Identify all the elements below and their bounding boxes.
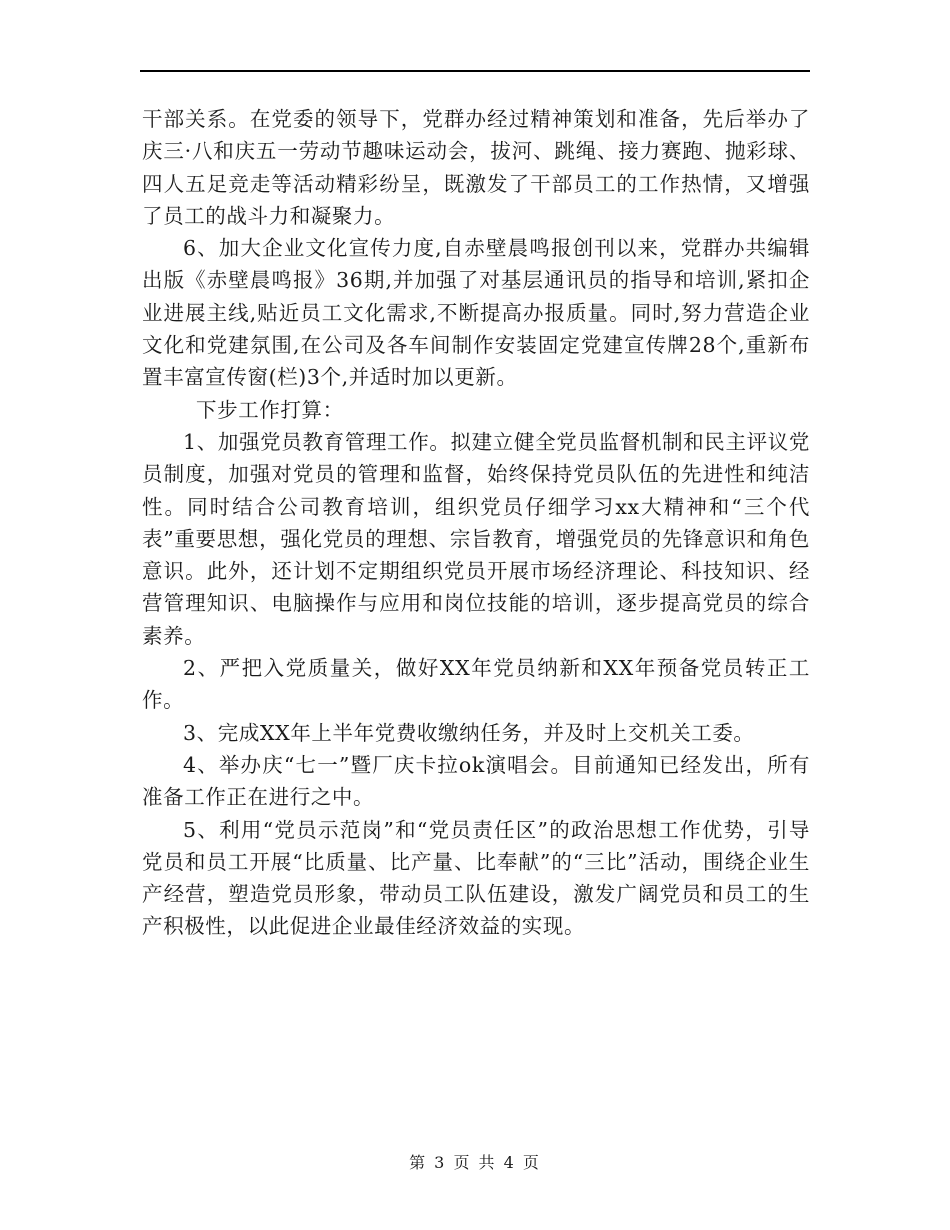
plan-item-3: 3、完成XX年上半年党费收缴纳任务，并及时上交机关工委。 bbox=[183, 720, 755, 745]
paragraph-continuation: 干部关系。在党委的领导下，党群办经过精神策划和准备，先后举办了庆三·八和庆五一劳动节趣味运动会，拔河、跳绳、接力赛跑、抛彩球、四人五足竞走等活动精彩纷呈，既激发了干部员工的工作热情，又增强了员工的战斗力和凝聚力。 bbox=[142, 107, 810, 228]
paragraph-item-6: 6、加大企业文化宣传力度,自赤壁晨鸣报创刊以来，党群办共编辑出版《赤壁晨鸣报》36期,并加强了对基层通讯员的指导和培训,紧扣企业进展主线,贴近员工文化需求,不断提高办报质量。同时,努力营造企业文化和党建氛围,在公司及各车间制作安装固定党建宣传牌28个,重新布置丰富宣传窗(栏)3个,并适时加以更新。 bbox=[142, 236, 810, 390]
plan-item-1: 1、加强党员教育管理工作。拟建立健全党员监督机制和民主评议党员制度，加强对党员的管理和监督，始终保持党员队伍的先进性和纯洁性。同时结合公司教育培训，组织党员仔细学习xx大精神和“三个代表”重要思想，强化党员的理想、宗旨教育，增强党员的先锋意识和角色意识。此外，还计划不定期组织党员开展市场经济理论、科技知识、经营管理知识、电脑操作与应用和岗位技能的培训，逐步提高党员的综合素养。 bbox=[142, 429, 810, 648]
header-rule bbox=[140, 70, 810, 72]
plan-item-2: 2、严把入党质量关，做好XX年党员纳新和XX年预备党员转正工作。 bbox=[142, 656, 810, 713]
document-body bbox=[142, 103, 810, 943]
page-number-footer: 第 3 页 共 4 页 bbox=[409, 1153, 541, 1172]
section-heading: 下步工作打算： bbox=[196, 397, 344, 422]
plan-item-4: 4、举办庆“七一”暨厂庆卡拉ok演唱会。目前通知已经发出，所有准备工作正在进行之中。 bbox=[142, 752, 810, 810]
plan-item-5: 5、利用“党员示范岗”和“党员责任区”的政治思想工作优势，引导党员和员工开展“比质量、比产量、比奉献”的“三比”活动，围绕企业生产经营，塑造党员形象，带动员工队伍建设，激发广阔党员和员工的生产积极性，以此促进企业最佳经济效益的实现。 bbox=[142, 817, 810, 939]
